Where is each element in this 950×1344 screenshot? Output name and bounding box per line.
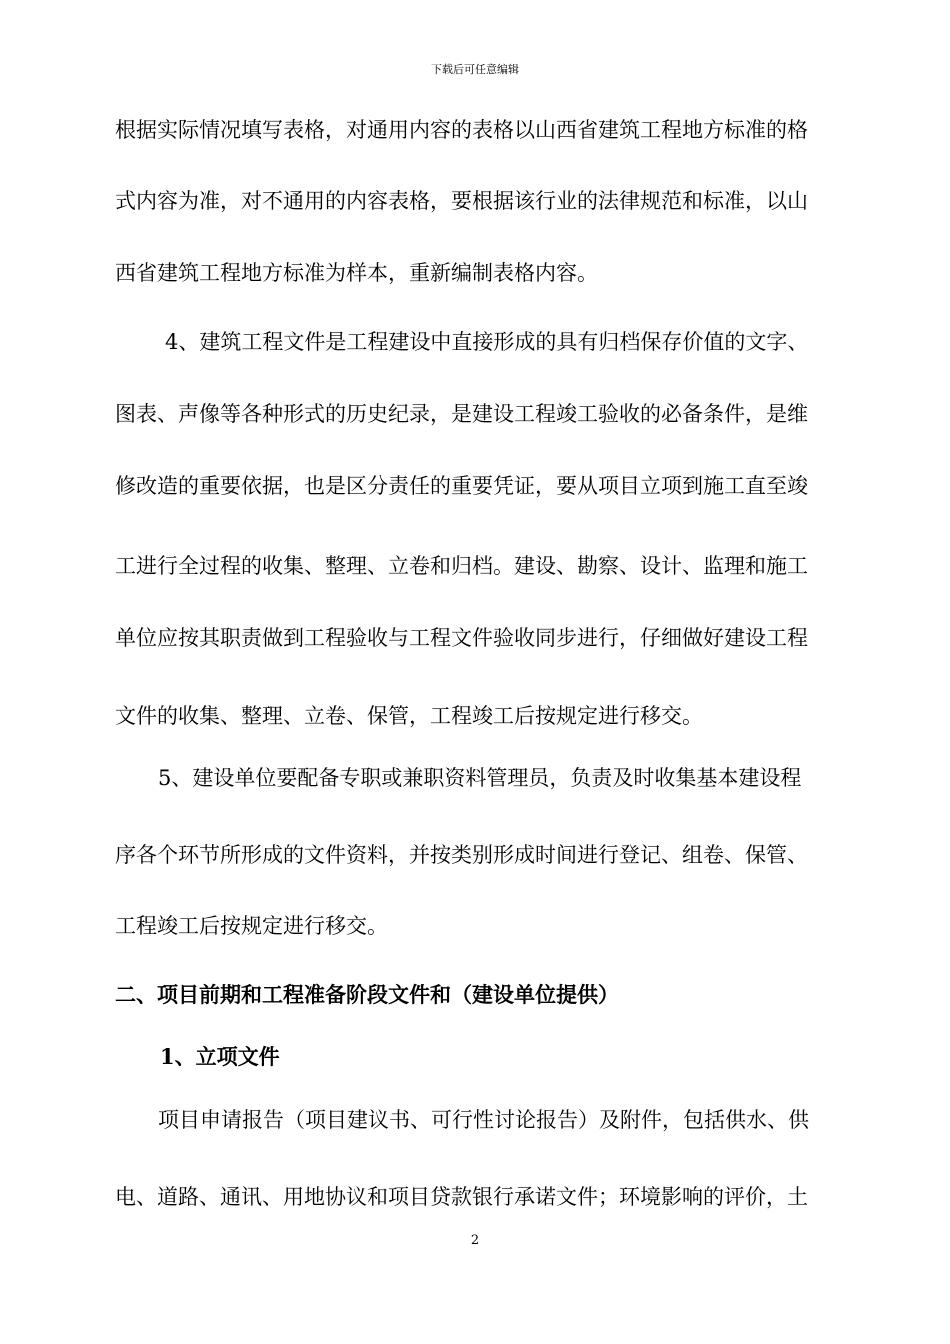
body-text-line: 修改造的重要依据，也是区分责任的重要凭证，要从项目立项到施工直至竣 xyxy=(115,474,808,498)
body-text-line: 单位应按其职责做到工程验收与工程文件验收同步进行，仔细做好建设工程 xyxy=(115,626,808,650)
body-text-line: 图表、声像等各种形式的历史纪录，是建设工程竣工验收的必备条件，是维 xyxy=(115,402,808,426)
body-text-line: 电、道路、通讯、用地协议和项目贷款银行承诺文件；环境影响的评价，土 xyxy=(115,1185,808,1209)
body-text-line: 文件的收集、整理、立卷、保管，工程竣工后按规定进行移交。 xyxy=(115,704,703,728)
page-header: 下载后可任意编辑 xyxy=(431,63,519,76)
section-heading: 二、项目前期和工程准备阶段文件和（建设单位提供） xyxy=(115,982,619,1007)
body-text-line: 序各个环节所形成的文件资料，并按类别形成时间进行登记、组卷、保管、 xyxy=(115,843,808,867)
body-text-line: 4、建筑工程文件是工程建设中直接形成的具有归档保存价值的文字、 xyxy=(165,330,809,354)
subsection-heading: 1、立项文件 xyxy=(160,1044,280,1069)
body-text-line: 工进行全过程的收集、整理、立卷和归档。建设、勘察、设计、监理和施工 xyxy=(115,554,808,578)
body-text-line: 式内容为准，对不通用的内容表格，要根据该行业的法律规范和标准，以山 xyxy=(115,189,808,213)
page-number: 2 xyxy=(470,1233,480,1248)
body-text-line: 西省建筑工程地方标准为样本，重新编制表格内容。 xyxy=(115,261,598,285)
body-text-line: 项目申请报告（项目建议书、可行性讨论报告）及附件，包括供水、供 xyxy=(158,1108,809,1132)
body-text-line: 5、建设单位要配备专职或兼职资料管理员，负责及时收集基本建设程 xyxy=(158,766,802,790)
body-text-line: 根据实际情况填写表格，对通用内容的表格以山西省建筑工程地方标准的格 xyxy=(115,118,808,142)
body-text-line: 工程竣工后按规定进行移交。 xyxy=(115,914,388,938)
